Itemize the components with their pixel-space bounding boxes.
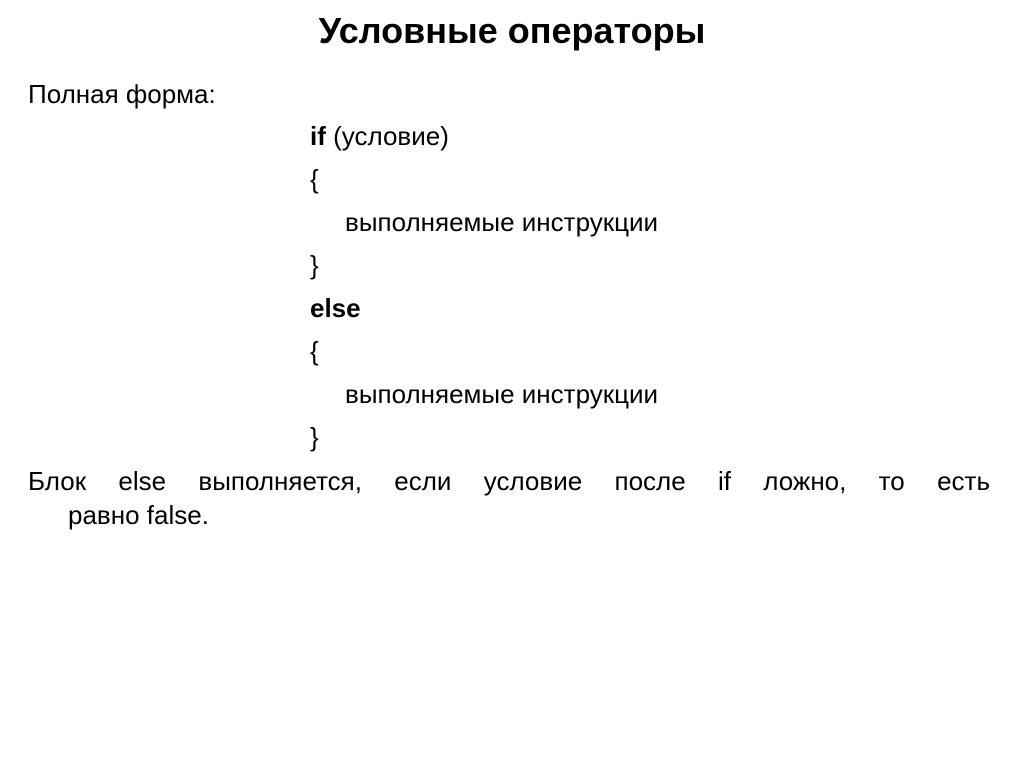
if-keyword: if	[310, 121, 326, 151]
code-open-brace-2: {	[310, 336, 319, 366]
explanation-note	[28, 464, 990, 532]
code-line-if	[310, 118, 910, 161]
slide-title: Условные операторы	[318, 10, 706, 51]
code-close-brace-2: }	[310, 422, 319, 452]
intro-text: Полная форма:	[28, 79, 216, 109]
note-line-1: Блок else выполняется, если условие после if ложно, то есть	[28, 466, 990, 496]
note-line-2: равно false.	[68, 500, 209, 530]
code-block	[310, 118, 910, 462]
if-condition: (условие)	[325, 121, 449, 151]
code-close-brace-1: }	[310, 250, 319, 280]
else-keyword: else	[310, 293, 361, 323]
code-body-1: выполняемые инструкции	[345, 207, 659, 237]
code-open-brace-1: {	[310, 164, 319, 194]
code-body-2: выполняемые инструкции	[345, 379, 659, 409]
